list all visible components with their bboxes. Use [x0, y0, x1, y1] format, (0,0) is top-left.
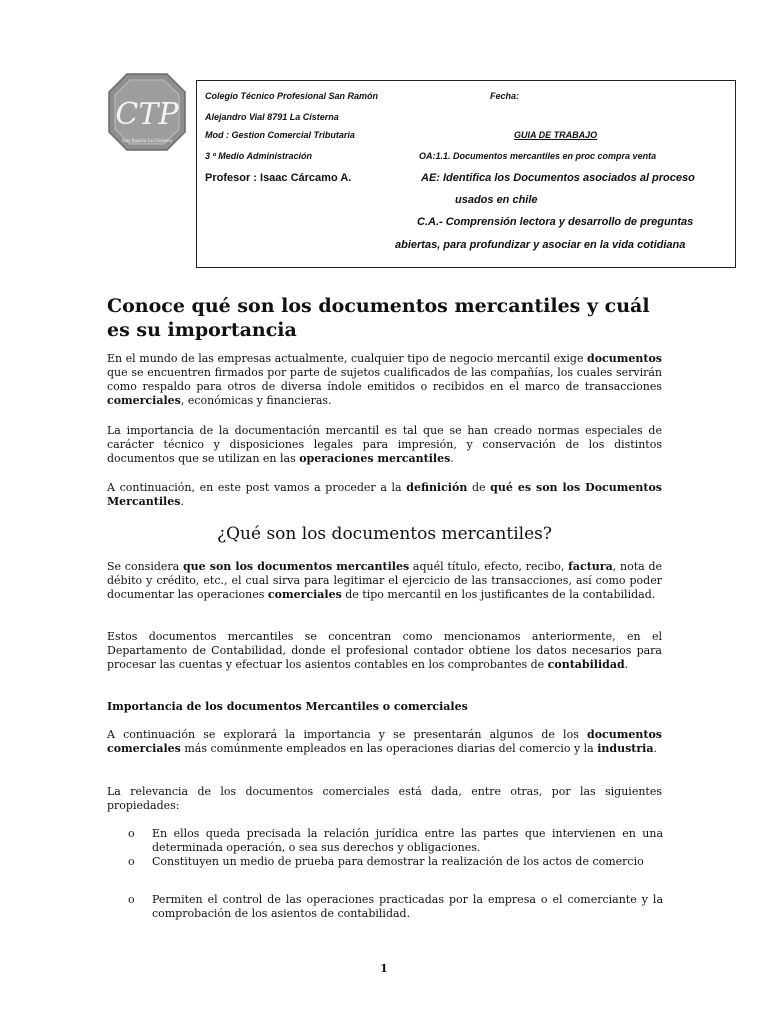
paragraph-continuation: A continuación, en este post vamos a proceder a la definición de qué es son los Documentos Mercantiles. — [107, 481, 662, 508]
school-name: Colegio Técnico Profesional San Ramón — [205, 91, 379, 101]
bullet-mark: o — [128, 855, 135, 868]
page-number: 1 — [380, 962, 388, 975]
bullet-text: En ellos queda precisada la relación jurídica entre las partes que intervienen en una determinada operación, o sea sus derechos y obligaciones. — [152, 827, 663, 854]
school-logo — [107, 72, 187, 152]
date-label: Fecha: — [490, 91, 520, 101]
paragraph-relevance: La relevancia de los documentos comerciales está dada, entre otras, por las siguientes propiedades: — [107, 785, 662, 812]
title-line-2: es su importancia — [107, 319, 297, 341]
bullet-text: Permiten el control de las operaciones practicadas por la empresa o el comerciante y la comprobación de los asientos de contabilidad. — [152, 893, 663, 920]
module-name: Mod : Gestion Comercial Tributaria — [205, 130, 355, 140]
paragraph-accounting: Estos documentos mercantiles se concentran como mencionamos anteriormente, en el Departamento de Contabilidad, donde el profesional contador obtiene los datos necesarios para procesar las cuentas y efectuar los asientos contables en los comprobantes de contabilidad. — [107, 630, 662, 671]
learning-expectation-line2: usados en chile — [455, 194, 538, 206]
bullet-text: Constituyen un medio de prueba para demostrar la realización de los actos de comercio — [152, 855, 644, 868]
learning-objective: OA:1.1. Documentos mercantiles en proc compra venta — [419, 151, 657, 161]
course-level: 3 º Medio Administración — [205, 151, 312, 161]
logo-monogram: CTP — [115, 97, 179, 132]
title-line-1: Conoce qué son los documentos mercantiles y cuál — [107, 295, 650, 317]
bullet-mark: o — [128, 827, 135, 840]
paragraph-definition: Se considera que son los documentos mercantiles aquél título, efecto, recibo, factura, nota de débito y crédito, etc., el cual sirva para legitimar el ejercicio de las transacciones, así como poder documentar las operaciones comerciales de tipo mercantil en los justificantes de la contabilidad. — [107, 560, 662, 601]
paragraph-exploration: A continuación se explorará la importancia y se presentarán algunos de los documentos comerciales más comúnmente empleados en las operaciones diarias del comercio y la industria. — [107, 728, 662, 755]
competency-line2: abiertas, para profundizar y asociar en la vida cotidiana — [395, 239, 686, 251]
guide-title: GUIA DE TRABAJO — [514, 130, 598, 140]
section-title-what: ¿Qué son los documentos mercantiles? — [216, 524, 552, 544]
learning-expectation-line1: AE: Identifica los Documentos asociados al proceso — [421, 172, 695, 184]
paragraph-intro: En el mundo de las empresas actualmente, cualquier tipo de negocio mercantil exige documentos que se encuentren firmados por parte de sujetos cualificados de las compañías, los cuales servirán como respaldo para otros de diversa índole emitidos o recibidos en el marco de transacciones comerciales, económicas y financieras. — [107, 352, 662, 407]
bullet-mark: o — [128, 893, 135, 906]
header-box — [196, 80, 736, 268]
section-heading-importance: Importancia de los documentos Mercantiles o comerciales — [107, 700, 468, 713]
logo-ring-text: San Ramón La Cisterna — [121, 138, 173, 143]
paragraph-importance: La importancia de la documentación mercantil es tal que se han creado normas especiales de carácter técnico y disposiciones legales para impresión, y conservación de los distintos documentos que se utilizan en las operaciones mercantiles. — [107, 424, 662, 465]
school-address: Alejandro Vial 8791 La Cisterna — [205, 112, 339, 122]
page-title — [107, 294, 667, 342]
competency-line1: C.A.- Comprensión lectora y desarrollo de preguntas — [417, 216, 694, 228]
teacher-name: Profesor : Isaac Cárcamo A. — [205, 172, 352, 184]
